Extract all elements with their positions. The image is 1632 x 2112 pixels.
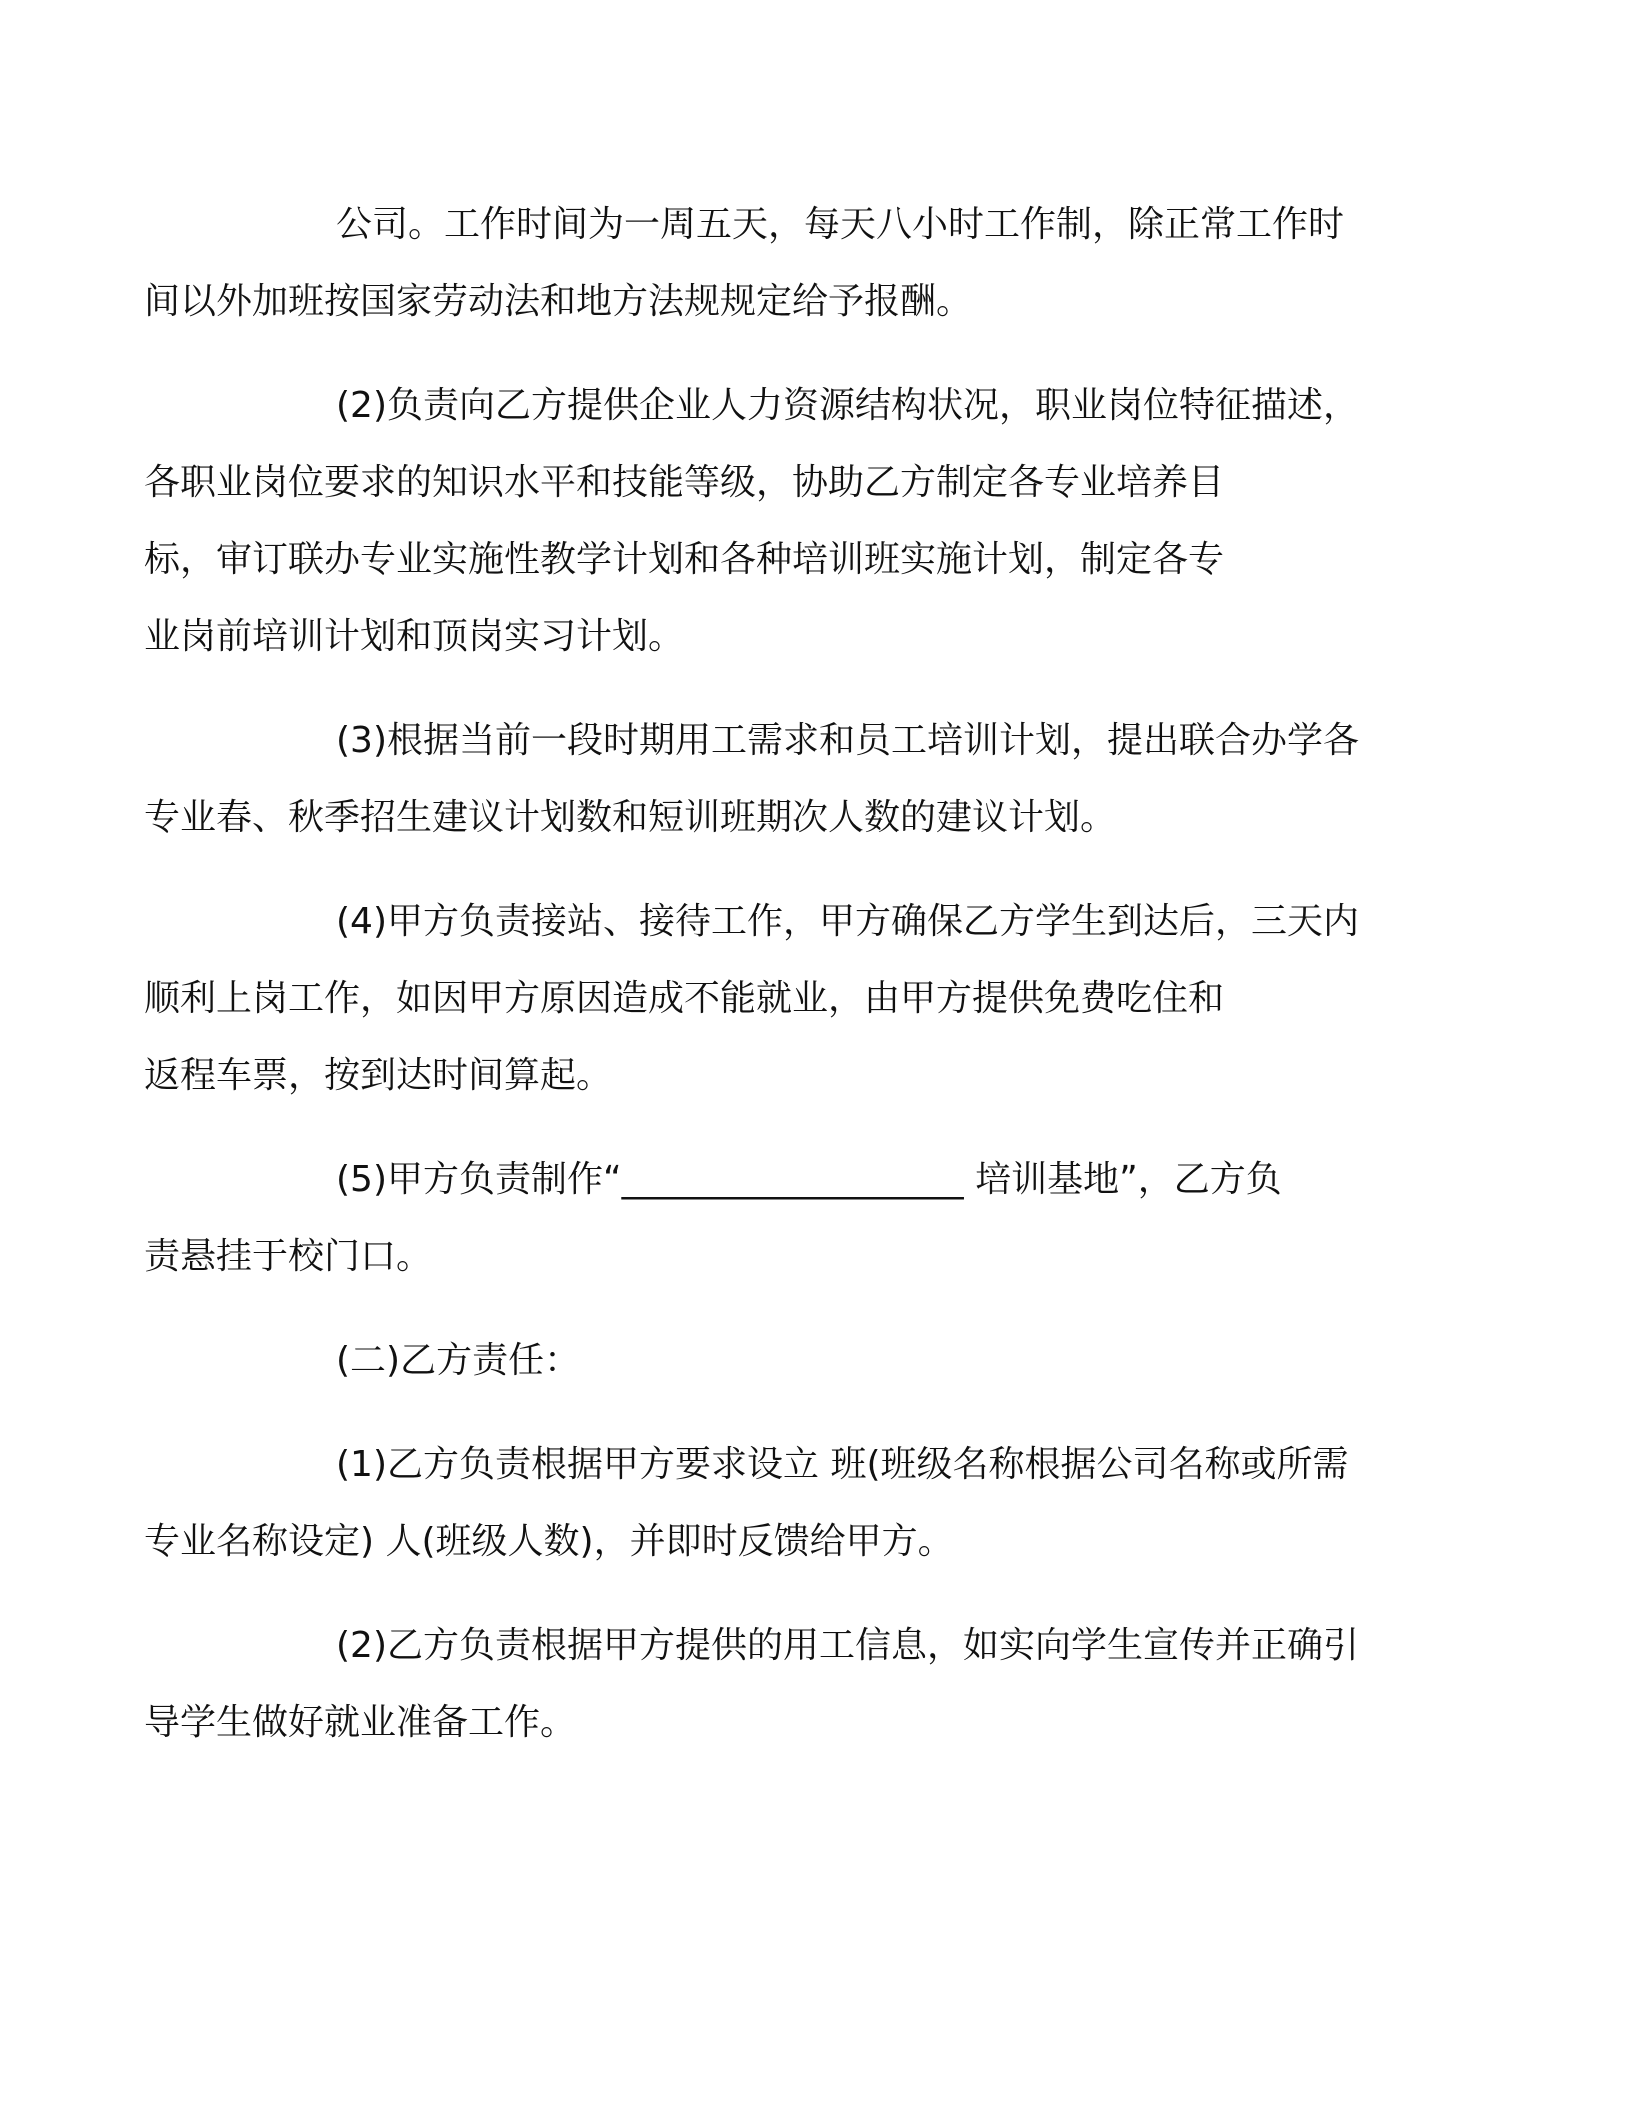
text-line: (3)根据当前一段时期用工需求和员工培训计划，提出联合办学各	[336, 720, 1359, 761]
paragraph-b-item-2	[144, 1607, 1390, 1761]
text-line: (5)甲方负责制作“___________________ 培训基地”，乙方负	[336, 1159, 1282, 1200]
text-line: (二)乙方责任：	[336, 1340, 581, 1381]
text-line: 业岗前培训计划和顶岗实习计划。	[144, 616, 685, 657]
paragraph-b-item-1	[144, 1426, 1390, 1580]
paragraph-item-3	[144, 702, 1390, 856]
section-heading-party-b	[240, 1322, 1390, 1399]
document-body	[144, 186, 1390, 1788]
paragraph-work-hours	[144, 186, 1390, 340]
text-line: (1)乙方负责根据甲方要求设立 班(班级名称根据公司名称或所需	[336, 1444, 1349, 1485]
paragraph-item-2	[144, 367, 1390, 675]
text-line: (2)乙方负责根据甲方提供的用工信息，如实向学生宣传并正确引	[336, 1625, 1359, 1666]
text-line: 各职业岗位要求的知识水平和技能等级，协助乙方制定各专业培养目	[144, 462, 1225, 503]
text-line: 返程车票，按到达时间算起。	[144, 1055, 613, 1096]
text-line: 间以外加班按国家劳动法和地方法规规定给予报酬。	[144, 281, 973, 322]
text-line: 顺利上岗工作，如因甲方原因造成不能就业，由甲方提供免费吃住和	[144, 978, 1225, 1019]
paragraph-item-5	[144, 1141, 1390, 1295]
text-line: 公司。工作时间为一周五天，每天八小时工作制，除正常工作时	[336, 204, 1345, 245]
paragraph-item-4	[144, 883, 1390, 1114]
text-line: (2)负责向乙方提供企业人力资源结构状况，职业岗位特征描述，	[336, 385, 1359, 426]
text-line: 责悬挂于校门口。	[144, 1236, 433, 1277]
text-line: 导学生做好就业准备工作。	[144, 1702, 577, 1743]
text-line: 专业名称设定) 人(班级人数)，并即时反馈给甲方。	[144, 1521, 954, 1562]
text-line: 标，审订联办专业实施性教学计划和各种培训班实施计划，制定各专	[144, 539, 1225, 580]
text-line: (4)甲方负责接站、接待工作，甲方确保乙方学生到达后，三天内	[336, 901, 1359, 942]
text-line: 专业春、秋季招生建议计划数和短训班期次人数的建议计划。	[144, 797, 1117, 838]
